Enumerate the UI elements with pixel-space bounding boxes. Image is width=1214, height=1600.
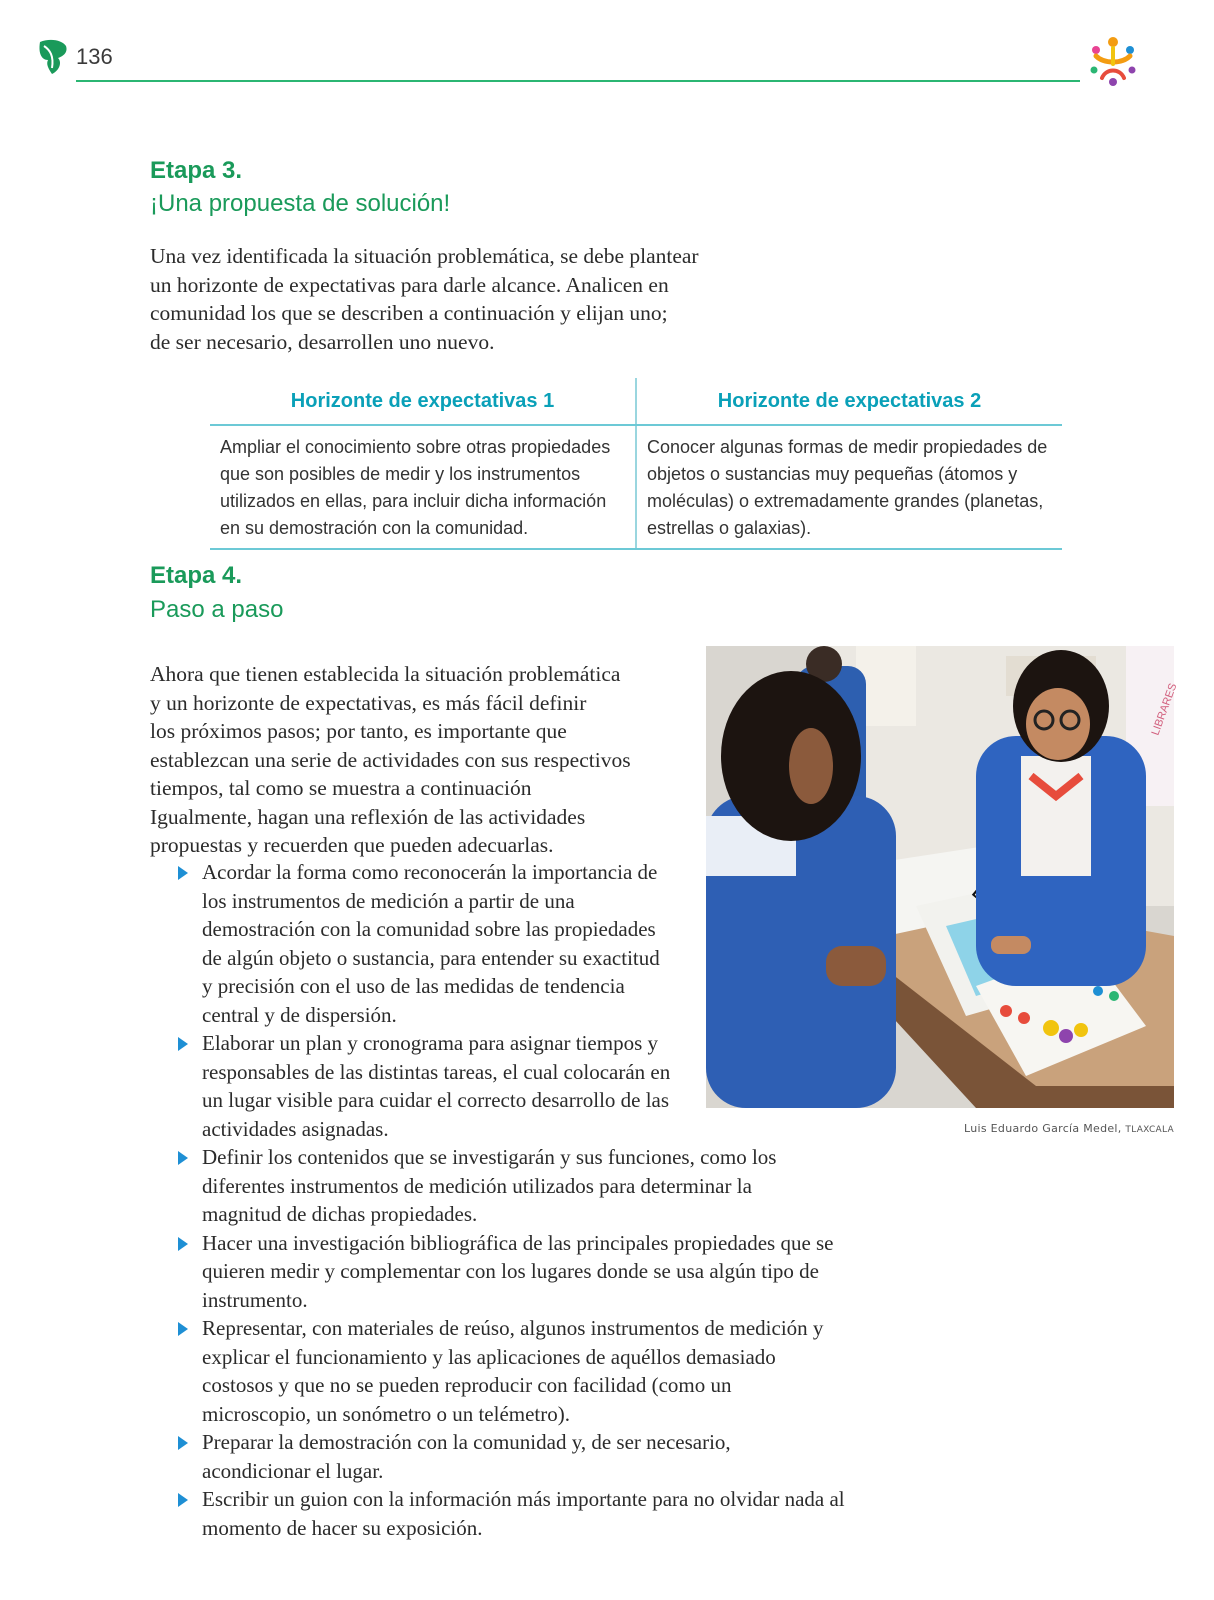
paragraph-line: comunidad los que se describen a continuación y elijan uno; bbox=[150, 301, 668, 325]
table-header: Horizonte de expectativas 1 bbox=[210, 378, 636, 425]
table-cell: Conocer algunas formas de medir propiedades de objetos o sustancias muy pequeñas (átomos y moléculas) o extremadamente grandes (planetas, estrellas o galaxias). bbox=[636, 425, 1062, 549]
list-item bbox=[174, 1485, 862, 1542]
paragraph-line: Una vez identificada la situación problemática, se debe plantear bbox=[150, 244, 699, 268]
stage4-title: Etapa 4. bbox=[150, 562, 243, 589]
list-item-text: Acordar la forma como reconocerán la importancia de los instrumentos de medición a partir de una demostración con la comunidad sobre las propiedades de algún objeto o sustancia, para entender su exactitud y precisión con el uso de las medidas de tendencia central y de dispersión. bbox=[202, 860, 660, 1027]
list-item bbox=[174, 1143, 802, 1229]
expectations-table bbox=[210, 378, 1062, 550]
list-item bbox=[174, 1229, 852, 1315]
bullet-arrow-icon bbox=[178, 1493, 188, 1507]
stage4-subtitle: Paso a paso bbox=[150, 596, 284, 623]
leaf-icon bbox=[36, 38, 70, 76]
list-item-text: Hacer una investigación bibliográfica de las principales propiedades que se quieren medir y complementar con los lugares donde se usa algún tipo de instrumento. bbox=[202, 1230, 834, 1312]
bullet-arrow-icon bbox=[178, 1151, 188, 1165]
stage3-subtitle: ¡Una propuesta de solución! bbox=[150, 190, 451, 217]
bullet-arrow-icon bbox=[178, 1436, 188, 1450]
list-item bbox=[174, 858, 672, 1029]
photo-credit: Luis Eduardo García Medel, bbox=[963, 1122, 1122, 1135]
photo-location: TLAXCALA bbox=[1125, 1125, 1174, 1135]
paragraph-line: propuestas y recuerden que pueden adecuarlas. bbox=[150, 833, 554, 857]
page-number: 136 bbox=[76, 44, 113, 69]
list-item-text: Escribir un guion con la información más importante para no olvidar nada al momento de hacer su exposición. bbox=[202, 1487, 845, 1540]
paragraph-line: establezcan una serie de actividades con sus respectivos bbox=[150, 747, 631, 772]
table-header: Horizonte de expectativas 2 bbox=[636, 378, 1062, 425]
brand-logo-icon bbox=[1084, 34, 1142, 88]
list-item bbox=[174, 1428, 762, 1485]
wall-poster-label: LIBRARES bbox=[1149, 681, 1180, 738]
paragraph-line: tiempos, tal como se muestra a continuación bbox=[150, 776, 532, 800]
paragraph-line: Igualmente, hagan una reflexión de las actividades bbox=[150, 804, 586, 829]
paragraph-line: de ser necesario, desarrollen uno nuevo. bbox=[150, 329, 495, 354]
bullet-arrow-icon bbox=[178, 1037, 188, 1051]
list-item-text: Representar, con materiales de reúso, algunos instrumentos de medición y explicar el funcionamiento y las aplicaciones de aquéllos demasiado costosos y que no se pueden reproducir con facilidad (como un microscopio, un sonómetro o un telémetro). bbox=[202, 1316, 824, 1426]
list-item-text: Elaborar un plan y cronograma para asignar tiempos y responsables de las distintas tareas, el cual colocarán en un lugar visible para cuidar el correcto desarrollo de las actividades asignadas. bbox=[202, 1031, 671, 1141]
header-rule bbox=[76, 80, 1080, 82]
paragraph-line: Ahora que tienen establecida la situación problemática bbox=[150, 662, 621, 686]
table-row bbox=[210, 425, 1062, 549]
paragraph-line: y un horizonte de expectativas, es más fácil definir bbox=[150, 690, 587, 715]
stage4-paragraph bbox=[150, 660, 690, 860]
bullet-arrow-icon bbox=[178, 1237, 188, 1251]
bullet-arrow-icon bbox=[178, 1322, 188, 1336]
list-item bbox=[174, 1029, 672, 1143]
stage3-paragraph bbox=[150, 242, 770, 356]
stage3-title: Etapa 3. bbox=[150, 157, 243, 184]
classroom-photo bbox=[706, 646, 1180, 1108]
table-cell: Ampliar el conocimiento sobre otras propiedades que son posibles de medir y los instrumentos utilizados en ellas, para incluir dicha información en su demostración con la comunidad. bbox=[210, 425, 636, 549]
bullet-arrow-icon bbox=[178, 866, 188, 880]
list-item-text: Definir los contenidos que se investigarán y sus funciones, como los diferentes instrumentos de medición utilizados para determinar la magnitud de dichas propiedades. bbox=[202, 1145, 777, 1226]
list-item-text: Preparar la demostración con la comunidad y, de ser necesario, acondicionar el lugar. bbox=[202, 1430, 731, 1483]
paragraph-line: los próximos pasos; por tanto, es importante que bbox=[150, 719, 567, 743]
paragraph-line: un horizonte de expectativas para darle alcance. Analicen en bbox=[150, 272, 669, 297]
photo-caption bbox=[700, 1122, 1174, 1135]
list-item bbox=[174, 1314, 842, 1428]
